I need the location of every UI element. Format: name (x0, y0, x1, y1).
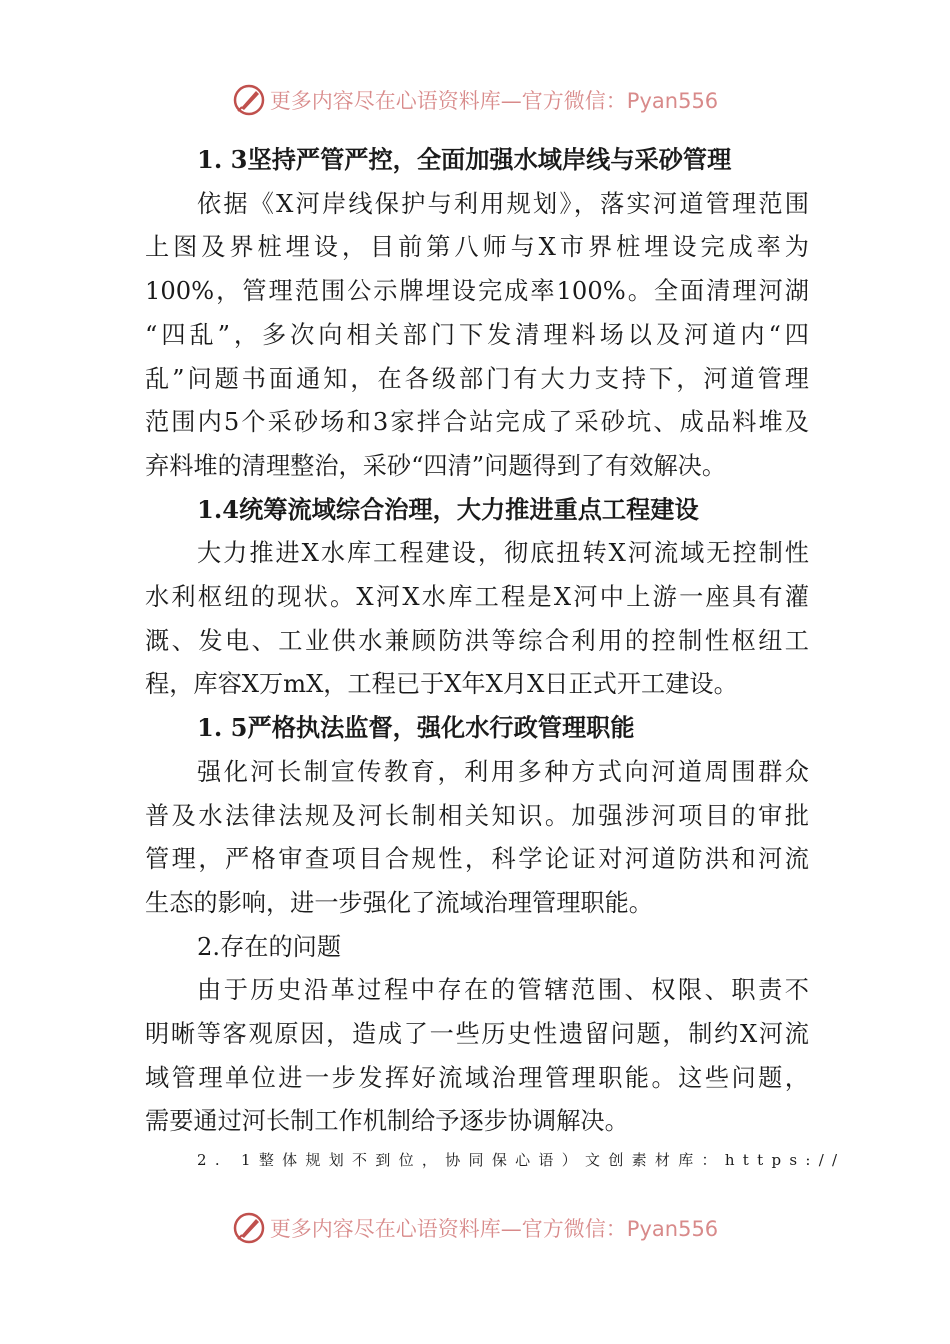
paragraph-line: 溉、发电、工业供水兼顾防洪等综合利用的控制性枢纽工 (145, 626, 809, 655)
paragraph-line: 明晰等客观原因，造成了一些历史性遗留问题，制约X河流 (145, 1020, 809, 1048)
paragraph-line: 由于历史沿革过程中存在的管辖范围、权限、职责不 (197, 976, 809, 1005)
paragraph-line: 2.存在的问题 (197, 932, 342, 961)
paragraph-line: 管理，严格审查项目合规性，科学论证对河道防洪和河流 (145, 845, 809, 874)
paragraph-line: 普及水法律法规及河长制相关知识。加强涉河项目的审批 (145, 801, 809, 830)
paragraph-line: “四乱”，多次向相关部门下发清理料场以及河道内“四 (145, 320, 809, 349)
pen-circle-logo-icon (232, 1211, 266, 1245)
section-heading: 1. 5严格执法监督，强化水行政管理职能 (197, 713, 635, 743)
paragraph-line: 程，库容X万mX，工程已于X年X月X日正式开工建设。 (145, 670, 738, 699)
footer-watermark-banner (0, 1208, 950, 1248)
paragraph-line: 上图及界桩埋设，目前第八师与X市界桩埋设完成率为 (145, 233, 809, 262)
pen-circle-logo-icon (232, 83, 266, 117)
paragraph-line: 域管理单位进一步发挥好流域治理管理职能。这些问题， (145, 1063, 809, 1092)
section-heading: 1.4统筹流域综合治理，大力推进重点工程建设 (197, 494, 699, 524)
paragraph-line: 依据《X河岸线保护与利用规划》，落实河道管理范围 (197, 189, 809, 218)
paragraph-line: 范围内5个采砂场和3家拌合站完成了采砂坑、成品料堆及 (145, 408, 809, 437)
header-watermark-banner (0, 80, 950, 120)
paragraph-line: 100%，管理范围公示牌埋设完成率100%。全面清理河湖 (145, 277, 809, 306)
paragraph-line: 弃料堆的清理整治，采砂“四清”问题得到了有效解决。 (145, 451, 727, 480)
section-heading: 1. 3坚持严管严控，全面加强水域岸线与采砂管理 (197, 145, 732, 174)
paragraph-line: 水利枢纽的现状。X河X水库工程是X河中上游一座具有灌 (145, 583, 809, 611)
paragraph-line: 需要通过河长制工作机制给予逐步协调解决。 (145, 1107, 629, 1136)
footnote-line: 2. 1整体规划不到位，协同保心语）文创素材库：https:// (197, 1151, 846, 1170)
banner-text: 更多内容尽在心语资料库—官方微信：Pyan556 (269, 89, 719, 113)
paragraph-line: 强化河长制宣传教育，利用多种方式向河道周围群众 (197, 757, 809, 786)
paragraph-line: 生态的影响，进一步强化了流域治理管理职能。 (145, 888, 653, 917)
paragraph-line: 乱”问题书面通知，在各级部门有大力支持下，河道管理 (145, 364, 809, 393)
banner-text: 更多内容尽在心语资料库—官方微信：Pyan556 (269, 1217, 719, 1241)
paragraph-line: 大力推进X水库工程建设，彻底扭转X河流域无控制性 (197, 539, 809, 568)
